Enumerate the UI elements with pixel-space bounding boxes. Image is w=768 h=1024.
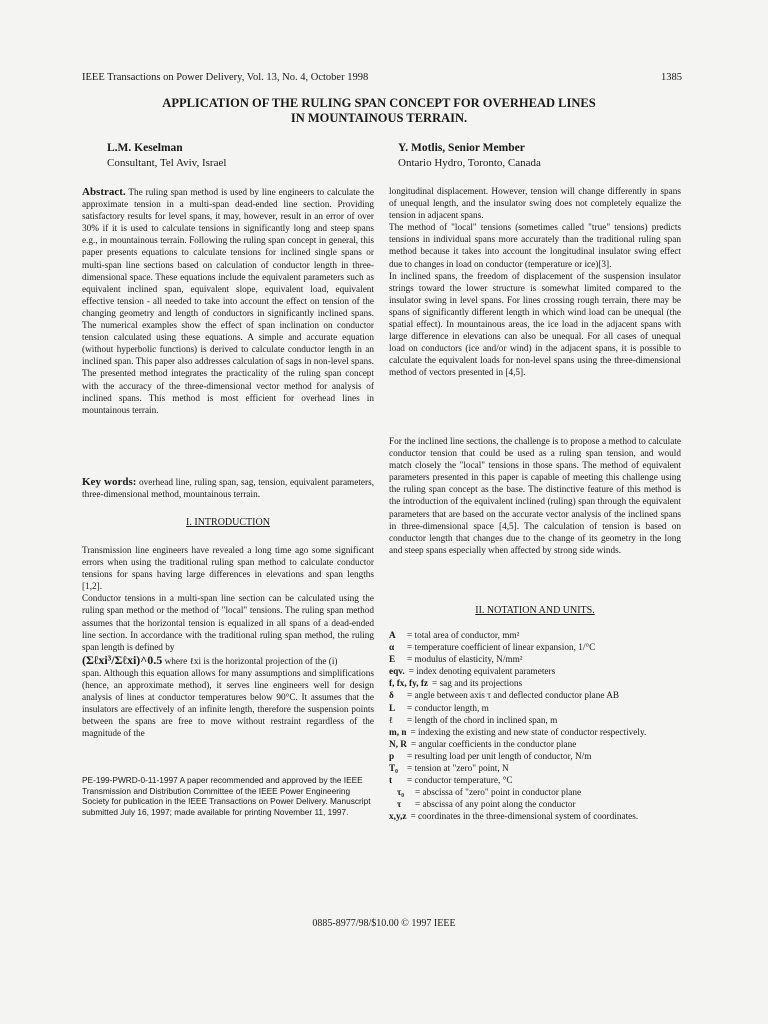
notation-symbol: eqv. — [389, 667, 405, 678]
notation-definition: = modulus of elasticity, N/mm² — [407, 655, 523, 666]
notation-item — [389, 751, 689, 763]
notation-definition: = index denoting equivalent parameters — [408, 667, 556, 678]
right-paragraph-3: In inclined spans, the freedom of displacement of the suspension insulator strings toward the lower structure is somewhat limited compared to the insulator swing in level spans. For lines crossing rough terrain, there may be spans of significantly different length in which wind load can be unequal (the spatial effect). In mountainous areas, the ice load in the adjacent spans with large difference in elevations can also be unequal. For all cases of unequal load on conductors (ice and/or wind) in the adjacent spans, it is possible to calculate the equivalent loads for non-level spans using the three-dimensional method of vectors presented in [4,5]. — [389, 271, 681, 379]
notation-definition: = total area of conductor, mm² — [407, 631, 520, 641]
notation-definition: = conductor temperature, °C — [407, 776, 513, 787]
right-column-text-2 — [389, 436, 681, 557]
notation-symbol: τ — [397, 800, 402, 811]
author-2-affiliation: Ontario Hydro, Toronto, Canada — [398, 157, 541, 169]
notation-item — [389, 678, 689, 690]
title-line-1: APPLICATION OF THE RULING SPAN CONCEPT FOR OVERHEAD LINES — [162, 96, 596, 110]
notation-heading-wrap — [389, 605, 681, 617]
notation-symbol: A — [389, 631, 396, 641]
title-line-2: IN MOUNTAINOUS TERRAIN. — [290, 111, 468, 125]
notation-item — [389, 642, 689, 654]
right-paragraph-2: The method of "local" tensions (sometimes called "true" tensions) predicts tensions in individual spans more accurately than the traditional ruling span method because it takes into account the longitudinal insulator swing effect due to changes in load on conductor (temperature or ice)[3]. — [389, 223, 681, 270]
paper-title — [60, 96, 698, 126]
right-column-text — [389, 186, 681, 380]
ruling-span-formula-tail: where ℓxi is the horizontal projection of the (i) — [164, 656, 338, 667]
notation-definition: = abscissa of "zero" point in conductor plane — [415, 788, 582, 799]
abstract — [82, 186, 374, 417]
abstract-label: Abstract. — [82, 186, 126, 198]
notation-item — [389, 715, 689, 727]
notation-item — [389, 811, 689, 823]
notation-definition: = length of the chord in inclined span, m — [407, 715, 558, 726]
notation-symbol: E — [389, 655, 396, 666]
intro-paragraph-3: span. Although this equation allows for many assumptions and simplifications (hence, an approximate method), it serves line engineers well for design analysis of lines at conductor temperatures below 90°C. It assumes that the insulators are effectively of an infinite length, therefore the suspension points between the spans are free to move without restraint regardless of the magnitude of the — [82, 668, 374, 740]
notation-definition: = conductor length, m — [407, 703, 489, 714]
ruling-span-formula-line — [82, 654, 374, 668]
notation-item — [389, 739, 689, 751]
notation-item — [389, 666, 689, 678]
notation-definition: = coordinates in the three-dimensional system of coordinates. — [410, 812, 639, 823]
notation-item — [389, 787, 689, 799]
notation-list — [389, 630, 689, 824]
notation-symbol: α — [389, 643, 395, 654]
notation-definition: = indexing the existing and new state of conductor respectively. — [410, 727, 647, 738]
author-1-affiliation: Consultant, Tel Aviv, Israel — [107, 157, 227, 169]
intro-body — [82, 545, 374, 741]
notation-symbol: x,y,z — [389, 812, 407, 823]
notation-item — [389, 799, 689, 811]
notation-heading: II. NOTATION AND UNITS. — [475, 605, 595, 616]
notation-symbol: τ₀ — [397, 788, 405, 799]
intro-heading: I. INTRODUCTION — [186, 517, 270, 528]
intro-paragraph-1: Transmission line engineers have revealed a long time ago some significant errors when using the traditional ruling span method to calculate conductor tensions for spans having large differences in elevations and span lengths [1,2]. — [82, 546, 374, 593]
keywords-text: overhead line, ruling span, sag, tension, equivalent parameters, three-dimensional method, mountainous terrain. — [82, 478, 375, 501]
intro-paragraph-2: Conductor tensions in a multi-span line section can be calculated using the ruling span method or the method of "local" tensions. The ruling span method assumes that the horizontal tension is equalized in all spans of a dead-ended line section. In accordance with the traditional ruling span method, the ruling span length is defined by — [82, 594, 374, 653]
ruling-span-formula: (Σℓxi³/Σℓxi)^0.5 — [82, 652, 163, 667]
notation-symbol: L — [389, 703, 396, 714]
keywords-label: Key words: — [82, 476, 137, 488]
notation-definition: = tension at "zero" point, N — [407, 764, 509, 775]
notation-item — [389, 654, 689, 666]
running-head: IEEE Transactions on Power Delivery, Vol. 13, No. 4, October 1998 — [82, 72, 369, 83]
right-paragraph-1: longitudinal displacement. However, tension will change differently in spans of unequal length, and the insulator swing does not completely equalize the tension in adjacent spans. — [389, 187, 681, 222]
right-paragraph-4: For the inclined line sections, the challenge is to propose a method to calculate conductor tension that could be used as a ruling span tension, and would match closely the "local" tensions in those spans. The method of equivalent parameters presented in this paper is capable of meeting this challenge using the ruling span concept as the base. The distinctive feature of this method is the introduction of the equivalent inclined (ruling) span through the equivalent parameters that are based on the accurate vector analysis of the inclined spans in three-dimensional space [4,5]. The calculation of tension is based on conductor length that changes due to the change of its geometry in the long and steep spans especially when affected by strong side winds. — [389, 437, 681, 556]
notation-symbol: δ — [389, 691, 394, 702]
notation-definition: = temperature coefficient of linear expansion, 1/°C — [407, 643, 596, 654]
notation-symbol: t — [389, 776, 393, 787]
notation-item — [389, 703, 689, 715]
notation-item — [389, 763, 689, 775]
abstract-text: The ruling span method is used by line engineers to calculate the approximate tension in a multi-span dead-ended line section. Providing satisfactory results for level spans, it may, however, result in an error of over 30% if it is used to calculate tensions in significantly long and steep spans e.g., in mountainous terrain. Following the ruling span concept in general, this paper presents equations to calculate tensions for inclined single spans or multi-span line sections based on calculation of conductor length in three-dimensional space. These equations include the equivalent parameters such as equivalent inclined span, equivalent slope, equivalent load, equivalent effective tension - all needed to take into account the effect on tension of the changing geometry and length of conductors in significantly inclined spans. The numerical examples show the effect of span inclination on conductor tension calculated using these equations. A simple and accurate equation (without hyperbolic functions) is derived to calculate conductor length in an inclined span. This paper also addresses calculation of sags in non-level spans. The presented method integrates the practicality of the ruling span concept with the accuracy of the three-dimensional vector method for analysis of inclined spans. This method is most efficient for overhead lines in mountainous terrain. — [82, 188, 374, 416]
keywords — [82, 476, 374, 501]
author-1-name: L.M. Keselman — [107, 142, 183, 154]
notation-definition: = abscissa of any point along the conductor — [415, 800, 576, 811]
page-number: 1385 — [661, 72, 682, 83]
notation-item — [389, 690, 689, 702]
notation-symbol: T₀ — [389, 764, 398, 775]
notation-item — [389, 775, 689, 787]
notation-item — [389, 727, 689, 739]
manuscript-footnote: PE-199-PWRD-0-11-1997 A paper recommended and approved by the IEEE Transmission and Distribution Committee of the IEEE Power Engineering Society for publication in the IEEE Transactions on Power Delivery. Manuscript submitted July 16, 1997; made available for printing November 11, 1997. — [82, 775, 371, 817]
notation-definition: = resulting load per unit length of conductor, N/m — [407, 751, 592, 762]
notation-symbol: m, n — [389, 727, 407, 738]
copyright-footer: 0885-8977/98/$10.00 © 1997 IEEE — [312, 918, 456, 929]
notation-item — [389, 630, 689, 642]
notation-definition: = sag and its projections — [432, 679, 523, 690]
notation-definition: = angular coefficients in the conductor plane — [411, 739, 577, 750]
notation-definition: = angle between axis τ and deflected conductor plane AB — [407, 691, 620, 702]
author-2-name: Y. Motlis, Senior Member — [398, 142, 525, 154]
notation-symbol: ℓ — [389, 715, 393, 726]
notation-symbol: f, fx, fy, fz — [389, 679, 429, 690]
intro-heading-wrap — [82, 517, 374, 529]
notation-symbol: p — [389, 751, 395, 762]
notation-symbol: N, R — [389, 739, 407, 750]
